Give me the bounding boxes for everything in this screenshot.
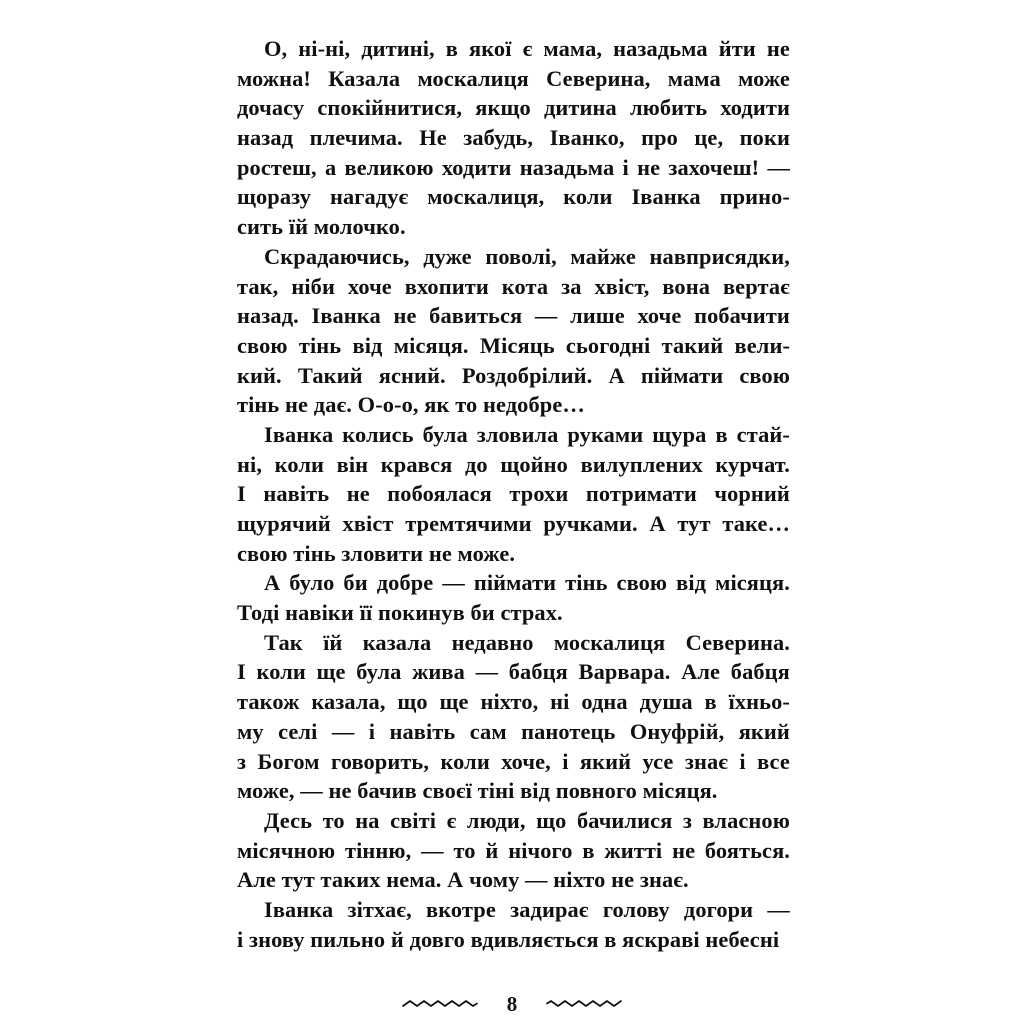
word: селі bbox=[278, 718, 318, 744]
word: зітхає, bbox=[347, 896, 412, 922]
text-line bbox=[237, 450, 790, 480]
word: коли bbox=[256, 659, 306, 685]
word: москалиця bbox=[417, 65, 529, 91]
word: хоче bbox=[637, 303, 682, 329]
word: ні bbox=[550, 689, 570, 715]
word: Іванка bbox=[311, 303, 381, 329]
word: задирає bbox=[510, 896, 589, 922]
text-line bbox=[237, 806, 790, 836]
word: ще bbox=[316, 659, 346, 685]
word: побоялася bbox=[387, 481, 492, 507]
word: добре bbox=[376, 570, 434, 596]
word: нічого bbox=[508, 837, 573, 863]
word: їхньо- bbox=[728, 689, 790, 715]
text-line: сить їй молочко. bbox=[237, 214, 406, 240]
word: бабця bbox=[508, 659, 568, 685]
word: трохи bbox=[509, 481, 569, 507]
word: то bbox=[322, 807, 345, 833]
word: мама, bbox=[543, 36, 603, 61]
word: від bbox=[352, 332, 383, 358]
word: навіть bbox=[389, 718, 456, 744]
word: Іванка bbox=[631, 184, 701, 210]
word: житті bbox=[604, 837, 663, 863]
word: вели- bbox=[734, 332, 790, 358]
word: назадьма bbox=[519, 154, 615, 180]
word: і bbox=[739, 748, 746, 774]
word: І bbox=[237, 659, 246, 685]
word: му bbox=[237, 718, 264, 744]
word: що bbox=[536, 807, 567, 833]
word: можна! bbox=[237, 65, 311, 91]
word: лише bbox=[570, 303, 625, 329]
word: Северина. bbox=[685, 629, 790, 655]
word: дитині, bbox=[361, 36, 435, 61]
word: щойно bbox=[500, 451, 568, 477]
word: ходити bbox=[441, 154, 512, 180]
paragraph bbox=[237, 34, 790, 242]
word: щурячий bbox=[237, 511, 331, 536]
word: О, bbox=[264, 36, 288, 61]
word: Варвара. bbox=[578, 659, 671, 685]
word: якої bbox=[469, 36, 512, 61]
word: вхопити bbox=[404, 273, 489, 299]
word: хвіст bbox=[342, 511, 394, 536]
word: побачити bbox=[694, 303, 790, 329]
word: казала, bbox=[311, 689, 386, 715]
word: свою bbox=[739, 362, 790, 388]
word: то bbox=[453, 837, 476, 863]
word: хоче, bbox=[501, 748, 551, 774]
word: Не bbox=[419, 125, 447, 151]
word: мама bbox=[667, 65, 721, 91]
word: світі bbox=[390, 807, 437, 833]
paragraph bbox=[237, 242, 790, 420]
word: була bbox=[356, 659, 402, 685]
word: й bbox=[485, 837, 499, 863]
word: І bbox=[237, 481, 246, 507]
word: майже bbox=[570, 243, 636, 269]
word: кота bbox=[501, 273, 549, 299]
word: від bbox=[676, 570, 707, 596]
word: навіть bbox=[263, 481, 330, 507]
text-line bbox=[237, 64, 790, 94]
word: і bbox=[622, 154, 629, 180]
word: і bbox=[368, 718, 376, 744]
word: би bbox=[343, 570, 368, 596]
word: крався bbox=[380, 451, 453, 477]
word: щура bbox=[652, 421, 707, 447]
word: місяця. bbox=[393, 332, 469, 358]
word: вкотре bbox=[426, 896, 496, 922]
word: власною bbox=[702, 807, 790, 833]
word: А bbox=[608, 362, 625, 388]
paragraph bbox=[237, 895, 790, 954]
word: руками bbox=[567, 421, 644, 447]
word: Іванко, bbox=[549, 125, 625, 151]
word: стай- bbox=[736, 421, 790, 447]
word: бавиться bbox=[429, 303, 523, 329]
word: дочасу bbox=[237, 95, 305, 121]
word: ні, bbox=[237, 451, 263, 477]
word: Іванка bbox=[264, 896, 334, 922]
word: кий. bbox=[237, 362, 282, 388]
word: потримати bbox=[585, 481, 697, 507]
word: з bbox=[237, 748, 247, 774]
text-line bbox=[237, 747, 790, 777]
word: назадьма bbox=[613, 36, 708, 61]
text-line bbox=[237, 153, 790, 183]
word: Місяць bbox=[479, 332, 555, 358]
word: який bbox=[579, 748, 632, 774]
word: спокійнитися, bbox=[317, 95, 463, 121]
word: коли bbox=[274, 451, 325, 477]
word: не bbox=[637, 154, 661, 180]
word: вона bbox=[662, 273, 711, 299]
page-footer bbox=[0, 985, 1024, 1023]
word: щоразу bbox=[237, 184, 312, 210]
word: про bbox=[641, 125, 678, 151]
text-line bbox=[237, 242, 790, 272]
word: забудь, bbox=[463, 125, 534, 151]
word: місяця. bbox=[715, 570, 790, 596]
word: свою bbox=[237, 332, 288, 358]
word: панотець bbox=[521, 718, 616, 744]
word: вилуплених bbox=[580, 451, 703, 477]
text-line bbox=[237, 836, 790, 866]
word: якщо bbox=[475, 95, 531, 121]
word: було bbox=[289, 570, 335, 596]
word: Такий bbox=[297, 362, 363, 388]
word: ніби bbox=[291, 273, 335, 299]
word: не bbox=[393, 303, 417, 329]
text-line: Тоді навіки її покинув би страх. bbox=[237, 600, 563, 626]
word: догори bbox=[683, 896, 754, 922]
word: Так bbox=[264, 629, 303, 655]
word: дуже bbox=[423, 243, 472, 269]
text-line: Але тут таких нема. А чому — ніхто не знає. bbox=[237, 867, 689, 893]
word: йти bbox=[718, 36, 756, 61]
word: любить bbox=[629, 95, 708, 121]
word: вертає bbox=[722, 273, 790, 299]
word: була bbox=[422, 421, 468, 447]
paragraph bbox=[237, 806, 790, 895]
text-line bbox=[237, 331, 790, 361]
word: усе bbox=[642, 748, 674, 774]
word: ні-ні, bbox=[298, 36, 351, 61]
word: в bbox=[704, 689, 717, 715]
word: назад. bbox=[237, 303, 299, 329]
text-line bbox=[237, 509, 790, 539]
word: недавно bbox=[451, 629, 534, 655]
text-line: тінь не дає. О-о-о, як то недобре… bbox=[237, 392, 585, 418]
word: колись bbox=[342, 421, 414, 447]
word: душа bbox=[639, 689, 693, 715]
word: коли bbox=[440, 748, 490, 774]
page-text-block bbox=[237, 34, 790, 954]
word: ще bbox=[439, 689, 469, 715]
word: захочеш! bbox=[668, 154, 760, 180]
word: коли bbox=[563, 184, 613, 210]
word: нагадує bbox=[329, 184, 409, 210]
word: москалиця bbox=[553, 629, 666, 655]
word: казала bbox=[362, 629, 432, 655]
word: він bbox=[336, 451, 369, 477]
word: жива bbox=[412, 659, 465, 685]
word: хоче bbox=[347, 273, 392, 299]
word: тінню, bbox=[344, 837, 412, 863]
word: не bbox=[346, 481, 370, 507]
text-line bbox=[237, 628, 790, 658]
word: голову bbox=[602, 896, 670, 922]
word: — bbox=[767, 896, 790, 922]
word: А bbox=[264, 570, 281, 596]
word: поволі, bbox=[485, 243, 557, 269]
word: Але bbox=[681, 659, 721, 685]
word: на bbox=[355, 807, 380, 833]
word: зловила bbox=[476, 421, 559, 447]
text-line: свою тінь зловити не може. bbox=[237, 540, 516, 566]
word: є bbox=[446, 807, 457, 833]
text-line bbox=[237, 34, 790, 64]
word: чорний bbox=[714, 481, 790, 507]
word: люди, bbox=[466, 807, 526, 833]
word: Десь bbox=[264, 807, 313, 833]
word: — bbox=[767, 154, 790, 180]
word: не bbox=[766, 36, 790, 61]
paragraph bbox=[237, 628, 790, 806]
page-number: 8 bbox=[506, 991, 518, 1016]
text-line bbox=[237, 420, 790, 450]
word: такий bbox=[661, 332, 724, 358]
wave-ornament-left bbox=[401, 997, 479, 1011]
text-line bbox=[237, 301, 790, 331]
word: назад bbox=[237, 125, 294, 151]
word: за bbox=[561, 273, 582, 299]
word: є bbox=[522, 36, 533, 61]
word: ніхто, bbox=[480, 689, 539, 715]
word: — bbox=[421, 837, 444, 863]
word: ростеш, bbox=[237, 154, 317, 180]
word: в bbox=[582, 837, 595, 863]
word: тремтячими bbox=[405, 511, 532, 536]
word: хвіст, bbox=[594, 273, 650, 299]
text-line bbox=[237, 717, 790, 747]
word: — bbox=[331, 718, 355, 744]
word: Богом bbox=[257, 748, 320, 774]
text-line bbox=[237, 687, 790, 717]
word: і bbox=[562, 748, 569, 774]
word: — bbox=[475, 659, 499, 685]
word: прино- bbox=[719, 184, 790, 210]
text-line bbox=[237, 93, 790, 123]
word: одна bbox=[581, 689, 628, 715]
text-line bbox=[237, 479, 790, 509]
word: ясний. bbox=[378, 362, 446, 388]
word: великою bbox=[344, 154, 434, 180]
word: а bbox=[324, 154, 337, 180]
word: Казала bbox=[328, 65, 401, 91]
word: може bbox=[738, 65, 790, 91]
word: свою bbox=[616, 570, 668, 596]
text-line bbox=[237, 568, 790, 598]
word: А bbox=[649, 511, 666, 536]
text-line bbox=[237, 272, 790, 302]
word: ручками. bbox=[543, 511, 638, 536]
word: також bbox=[237, 689, 300, 715]
word: так, bbox=[237, 273, 279, 299]
text-line bbox=[237, 657, 790, 687]
paragraph bbox=[237, 420, 790, 568]
word: поки bbox=[739, 125, 790, 151]
word: ходити bbox=[720, 95, 790, 121]
word: тінь bbox=[298, 332, 342, 358]
word: Іванка bbox=[264, 421, 334, 447]
word: Северина, bbox=[546, 65, 651, 91]
word: Онуфрій, bbox=[629, 718, 725, 744]
word: знає bbox=[684, 748, 729, 774]
text-line: може, — не бачив своєї тіні від повного місяця. bbox=[237, 778, 718, 804]
word: таке… bbox=[722, 511, 790, 536]
word: місячною bbox=[237, 837, 336, 863]
wave-ornament-right bbox=[545, 997, 623, 1011]
text-line bbox=[237, 182, 790, 212]
word: Скрадаючись, bbox=[264, 243, 410, 269]
word: бояться. bbox=[704, 837, 790, 863]
word: москалиця, bbox=[427, 184, 545, 210]
paragraph bbox=[237, 568, 790, 627]
word: який bbox=[738, 718, 790, 744]
word: це, bbox=[694, 125, 724, 151]
word: бачилися bbox=[577, 807, 673, 833]
word: все bbox=[757, 748, 790, 774]
word: їй bbox=[323, 629, 343, 655]
text-line bbox=[237, 361, 790, 391]
word: в bbox=[715, 421, 728, 447]
word: говорить, bbox=[331, 748, 430, 774]
word: тут bbox=[677, 511, 711, 536]
word: навприсядки, bbox=[649, 243, 790, 269]
word: з bbox=[682, 807, 692, 833]
text-line bbox=[237, 895, 790, 925]
word: що bbox=[397, 689, 428, 715]
word: піймати bbox=[640, 362, 724, 388]
word: сам bbox=[469, 718, 507, 744]
word: піймати bbox=[473, 570, 557, 596]
word: дитина bbox=[543, 95, 617, 121]
word: тінь bbox=[565, 570, 608, 596]
word: не bbox=[672, 837, 696, 863]
word: бабця bbox=[730, 659, 790, 685]
text-line bbox=[237, 123, 790, 153]
word: в bbox=[445, 36, 458, 61]
text-line: і знову пильно й довго вдивляється в яскраві небесні bbox=[237, 926, 780, 952]
word: до bbox=[465, 451, 488, 477]
word: плечима. bbox=[309, 125, 403, 151]
word: Роздобрілий. bbox=[461, 362, 593, 388]
word: — bbox=[442, 570, 465, 596]
word: — bbox=[534, 303, 558, 329]
word: сьогодні bbox=[565, 332, 651, 358]
word: курчат. bbox=[715, 451, 790, 477]
